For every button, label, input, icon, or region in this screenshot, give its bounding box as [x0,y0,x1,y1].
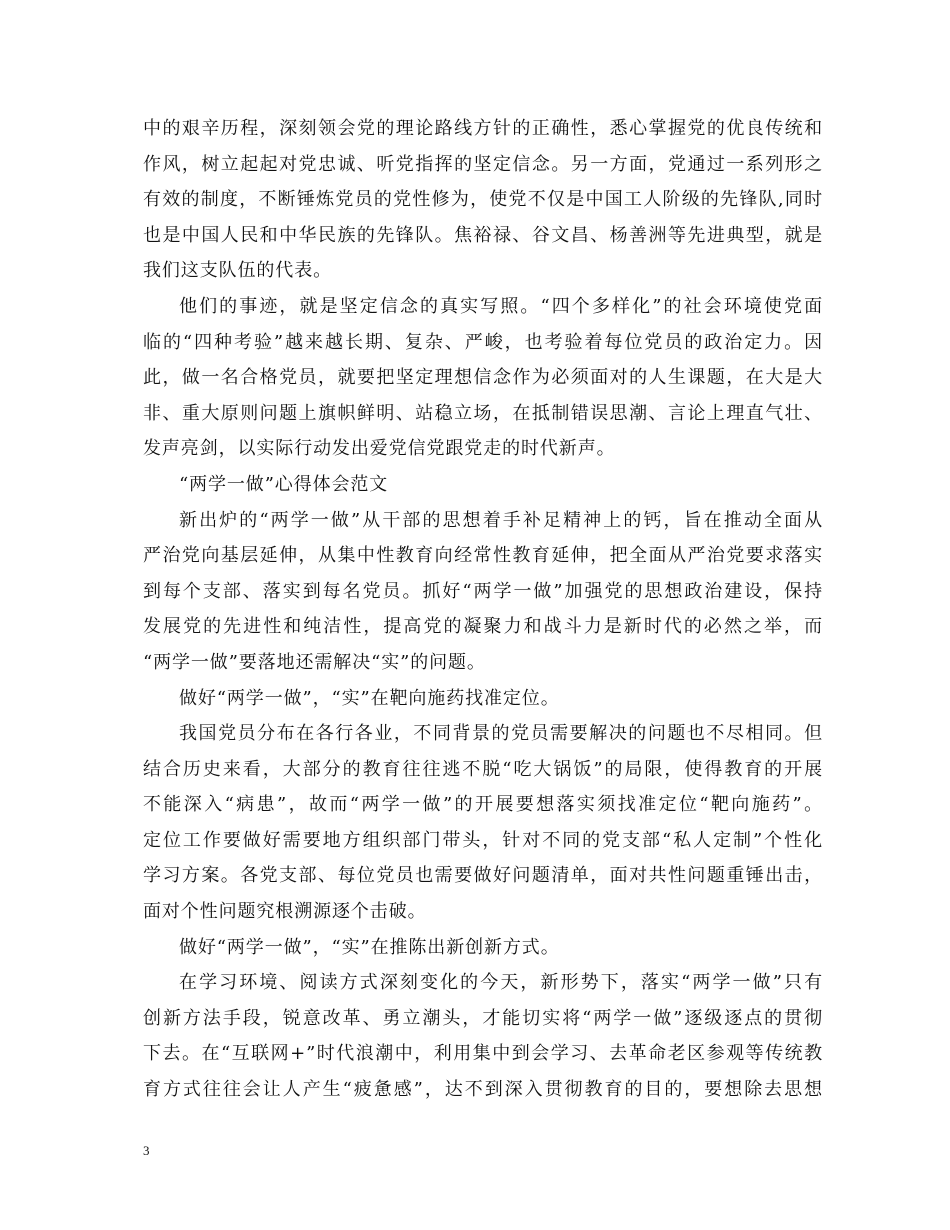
text-line: 发展党的先进性和纯洁性，提高党的凝聚力和战斗力是新时代的必然之举，而 [143,616,823,638]
subheading: 做好“两学一做”，“实”在靶向施药找准定位。 [179,687,560,709]
text-line: 下去。在“互联网+”时代浪潮中，利用集中到会学习、去革命老区参观等传统教 [143,1043,823,1065]
paragraph-first-line: 在学习环境、阅读方式深刻变化的今天，新形势下，落实“两学一做”只有 [179,972,823,994]
text-line: “两学一做”要落地还需解决“实”的问题。 [143,651,486,673]
section-heading: “两学一做”心得体会范文 [179,473,389,495]
text-line: 定位工作要做好需要地方组织部门带头，针对不同的党支部“私人定制”个性化 [143,829,823,851]
text-line: 也是中国人民和中华民族的先锋队。焦裕禄、谷文昌、杨善洲等先进典型，就是 [143,224,823,246]
text-line: 育方式往往会让人产生“疲惫感”，达不到深入贯彻教育的目的，要想除去思想 [143,1079,823,1101]
text-line: 创新方法手段，锐意改革、勇立潮头，才能切实将“两学一做”逐级逐点的贯彻 [143,1007,823,1029]
paragraph-first-line: 我国党员分布在各行各业，不同背景的党员需要解决的问题也不尽相同。但 [179,723,823,745]
text-line: 有效的制度，不断锤炼党员的党性修为，使党不仅是中国工人阶级的先锋队,同时 [143,189,823,211]
text-line: 发声亮剑，以实际行动发出爱党信党跟党走的时代新声。 [143,438,616,460]
text-line: 不能深入“病患”，故而“两学一做”的开展要想落实须找准定位“靶向施药”。 [143,794,823,816]
document-body [143,111,823,1108]
paragraph-first-line: 他们的事迹，就是坚定信念的真实写照。“四个多样化”的社会环境使党面 [179,295,823,317]
text-line: 此，做一名合格党员，就要把坚定理想信念作为必须面对的人生课题，在大是大 [143,367,823,389]
text-line: 结合历史来看，大部分的教育往往逃不脱“吃大锅饭”的局限，使得教育的开展 [143,758,823,780]
text-line: 临的“四种考验”越来越长期、复杂、严峻，也考验着每位党员的政治定力。因 [143,331,823,353]
text-line: 学习方案。各党支部、每位党员也需要做好问题清单，面对共性问题重锤出击， [143,865,823,887]
text-line: 中的艰辛历程，深刻领会党的理论路线方针的正确性，悉心掌握党的优良传统和 [143,118,823,139]
text-line: 作风，树立起起对党忠诚、听党指挥的坚定信念。另一方面，党通过一系列形之 [143,153,823,175]
subheading: 做好“两学一做”，“实”在推陈出新创新方式。 [179,936,560,958]
page-number: 3 [143,1143,150,1158]
paragraph-first-line: 新出炉的“两学一做”从干部的思想着手补足精神上的钙，旨在推动全面从 [179,509,823,531]
text-line: 非、重大原则问题上旗帜鲜明、站稳立场，在抵制错误思潮、言论上理直气壮、 [143,402,823,424]
text-line: 严治党向基层延伸，从集中性教育向经常性教育延伸，把全面从严治党要求落实 [143,545,823,567]
text-line: 到每个支部、落实到每名党员。抓好“两学一做”加强党的思想政治建设，保持 [143,580,823,602]
text-line: 面对个性问题究根溯源逐个击破。 [143,901,427,923]
text-line: 我们这支队伍的代表。 [143,260,332,282]
